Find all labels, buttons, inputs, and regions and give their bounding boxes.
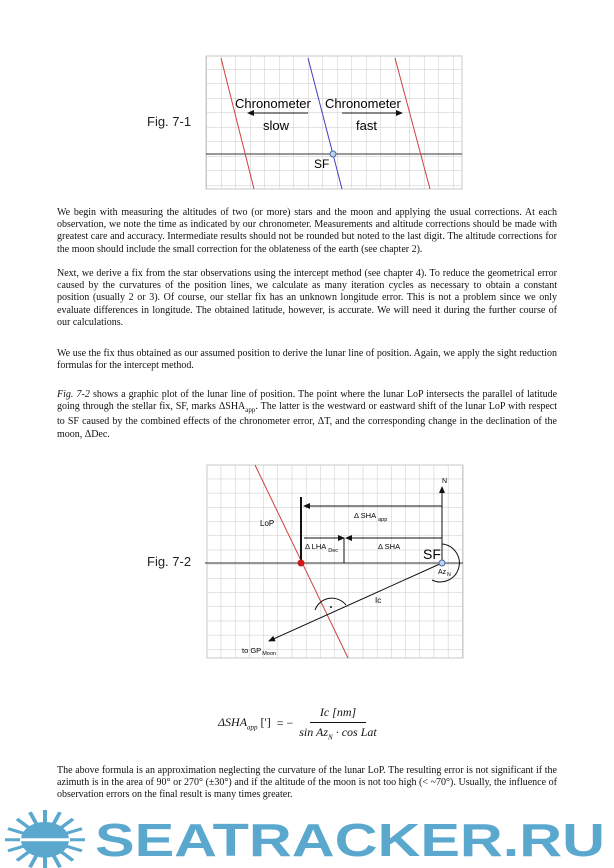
chronometer-fast-label: Chronometer — [325, 96, 401, 111]
formula-fraction — [299, 705, 376, 741]
paragraph-4-text-a: shows a graphic plot of the lunar line of position. The point where the lunar LoP intersects the parallel of latitude going through the stellar fix, SF, marks ΔSHA — [57, 389, 558, 413]
paragraph-3: We use the fix thus obtained as our assumed position to derive the lunar line of position. Again, we apply the sight reduction formulas for the intercept method. — [57, 348, 557, 372]
azimuth-label: $Az_N$ — [438, 569, 451, 578]
figure-2-label: Fig. 7-2 — [147, 554, 192, 569]
paragraph-4 — [57, 389, 557, 441]
formula-numerator: Ic [nm] — [310, 705, 366, 723]
figure-1-diagram — [205, 55, 463, 190]
paragraph-4-subscript: app — [245, 406, 256, 415]
north-label: N — [442, 478, 448, 485]
sf-point — [330, 151, 336, 157]
lop-label: LoP — [260, 519, 275, 528]
seatracker-watermark-logo — [0, 810, 614, 868]
formula-lhs: $\Delta SHA_{app}$ ['] — [218, 715, 271, 732]
slow-label: slow — [263, 118, 290, 133]
formula-denominator: $\sin Az_N \cdot \cos$ Lat — [299, 725, 377, 742]
sf-label: SF — [423, 546, 441, 562]
fast-label: fast — [356, 118, 377, 133]
dsha-label: Δ SHA — [378, 542, 401, 551]
figure-2-diagram — [205, 463, 465, 661]
figure-reference: Fig. 7-2 — [57, 389, 90, 400]
sf-label: SF — [314, 157, 330, 171]
dlha-label: Δ LHA $_{Dec}$ — [305, 542, 339, 554]
dsha-app-label: Δ SHA $_{app}$ — [354, 511, 388, 523]
to-gp-moon-label: to $GP_{Moon}$ — [242, 646, 276, 657]
paragraph-last: The above formula is an approximation neglecting the curvature of the lunar LoP. The resulting error is not significant if the azimuth is in the area of 90° or 270° (±30°) and if the altitude of the moon is not too high (< ~70°). Usually, the influence of observation errors on the final result is many times greater. — [57, 765, 557, 801]
formula-equals: = − — [276, 715, 294, 730]
paragraph-1: We begin with measuring the altitudes of two (or more) stars and the moon and applying the usual corrections. At each observation, we note the time as indicated by our chronometer. Measurements and altitude corrections should be made with greatest care and accuracy. Intermediate results should not be rounded but noted to the last digit. The altitude corrections for the moon should include the small correction for the oblateness of the earth (see chapter 2). — [57, 207, 557, 255]
formula — [218, 705, 377, 741]
chronometer-slow-label: Chronometer — [235, 96, 311, 111]
watermark-text: SEATRACKER.RU — [95, 814, 605, 867]
ic-label: Ic — [375, 596, 382, 605]
paragraph-4-text-b: . The latter is the westward or eastward shift of the lunar LoP with respect to SF caused by the combined effects of the chronometer error, ΔT, and the corresponding change in the declination of the moon, ΔDec. — [57, 401, 558, 440]
paragraph-2: Next, we derive a fix from the star observations using the intercept method (see chapter 4). To reduce the geometrical error caused by the curvatures of the position lines, we calculate as many iteration cycles as necessary to obtain a constant position (usually 2 or 3). Of course, our stellar fix has an unknown longitude error. This is not a problem since we only evaluate differences in longitude. The obtained latitude, however, is accurate. We will need it during the further course of our calculations. — [57, 268, 557, 328]
figure-1-label: Fig. 7-1 — [147, 114, 192, 129]
sun-icon — [5, 810, 85, 868]
intersection-point — [298, 560, 305, 567]
